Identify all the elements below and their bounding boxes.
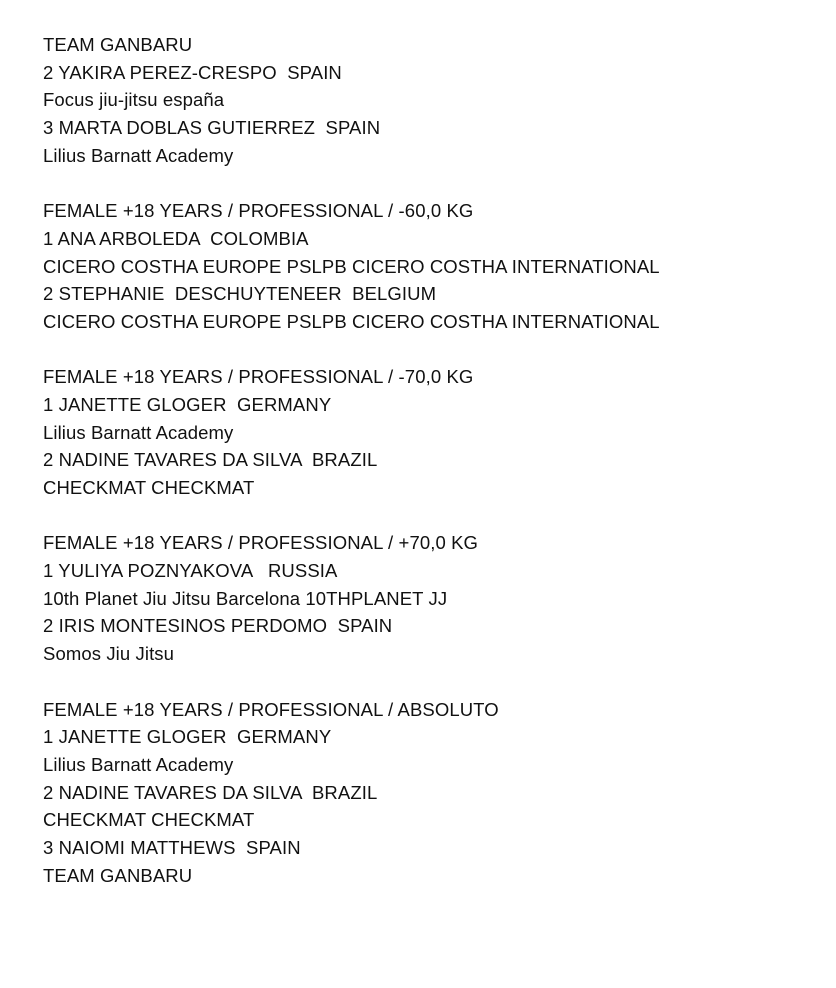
- athlete-entry: 3 MARTA DOBLAS GUTIERREZ SPAIN: [43, 117, 381, 139]
- athlete-entry: 2 IRIS MONTESINOS PERDOMO SPAIN: [43, 615, 393, 637]
- results-section-minus-60kg: [43, 197, 803, 335]
- results-section-continued: [43, 31, 803, 169]
- team-name: TEAM GANBARU: [43, 864, 193, 886]
- team-name: CHECKMAT CHECKMAT: [43, 809, 255, 831]
- team-name: Lilius Barnatt Academy: [43, 421, 234, 443]
- team-name: Lilius Barnatt Academy: [43, 753, 234, 775]
- team-name: CICERO COSTHA EUROPE PSLPB CICERO COSTHA INTERNATIONAL: [43, 310, 660, 332]
- results-document: [43, 31, 803, 889]
- athlete-entry: 1 YULIYA POZNYAKOVA RUSSIA: [43, 560, 338, 582]
- section-spacer: [43, 668, 803, 696]
- athlete-entry: 2 STEPHANIE DESCHUYTENEER BELGIUM: [43, 283, 437, 305]
- results-section-plus-70kg: [43, 529, 803, 667]
- athlete-entry: 1 JANETTE GLOGER GERMANY: [43, 726, 332, 748]
- team-name: Focus jiu-jitsu españa: [43, 89, 225, 111]
- division-heading: FEMALE +18 YEARS / PROFESSIONAL / -70,0 KG: [43, 366, 474, 388]
- team-name: 10th Planet Jiu Jitsu Barcelona 10THPLANET JJ: [43, 587, 448, 609]
- results-section-absoluto: [43, 696, 803, 890]
- section-spacer: [43, 169, 803, 197]
- team-name: Lilius Barnatt Academy: [43, 144, 234, 166]
- athlete-entry: 3 NAIOMI MATTHEWS SPAIN: [43, 836, 301, 858]
- team-name: CICERO COSTHA EUROPE PSLPB CICERO COSTHA INTERNATIONAL: [43, 255, 660, 277]
- athlete-entry: 1 JANETTE GLOGER GERMANY: [43, 393, 332, 415]
- section-spacer: [43, 336, 803, 364]
- results-section-minus-70kg: [43, 363, 803, 501]
- division-heading: FEMALE +18 YEARS / PROFESSIONAL / ABSOLUTO: [43, 698, 499, 720]
- athlete-entry: 2 YAKIRA PEREZ-CRESPO SPAIN: [43, 61, 342, 83]
- athlete-entry: 2 NADINE TAVARES DA SILVA BRAZIL: [43, 449, 378, 471]
- team-name: CHECKMAT CHECKMAT: [43, 477, 255, 498]
- division-heading: FEMALE +18 YEARS / PROFESSIONAL / -60,0 KG: [43, 200, 474, 222]
- team-name: Somos Jiu Jitsu: [43, 643, 175, 665]
- division-heading: FEMALE +18 YEARS / PROFESSIONAL / +70,0 KG: [43, 532, 479, 554]
- section-spacer: [43, 502, 803, 530]
- athlete-entry: 2 NADINE TAVARES DA SILVA BRAZIL: [43, 781, 378, 803]
- athlete-entry: 1 ANA ARBOLEDA COLOMBIA: [43, 227, 309, 249]
- team-name: TEAM GANBARU: [43, 34, 193, 55]
